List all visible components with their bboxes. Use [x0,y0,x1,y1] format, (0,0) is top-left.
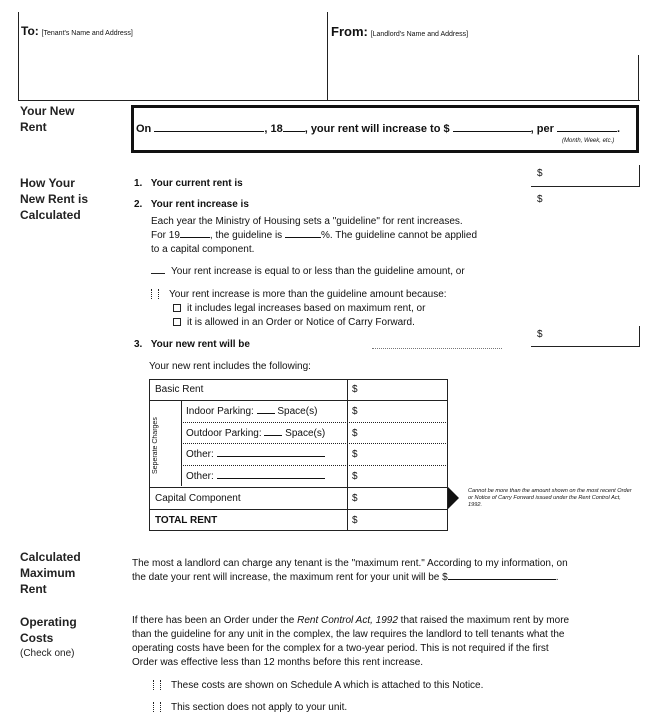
option-more[interactable] [151,288,447,301]
operating-option-b[interactable] [153,701,347,714]
other1-dollar: $ [352,449,358,460]
new-rent-amount-field[interactable] [453,123,531,132]
other1-field[interactable] [217,448,325,457]
operating-text [132,614,637,670]
to-sublabel: [Tenant's Name and Address] [41,30,133,37]
indoor-parking-dollar: $ [352,406,358,417]
op-line1b: that raised the maximum rent by more [397,615,570,626]
capital-note: Cannot be more than the amount shown on the most recent Order or Notice of Carry Forward issued under the Rent Control Act, 1992. [468,488,632,508]
indoor-parking-row [186,405,317,418]
increase-date-field[interactable] [154,123,264,132]
rent-increase-field[interactable] [531,191,640,212]
guideline-percent-field[interactable] [285,229,321,238]
calc-title-line3: Calculated [20,208,81,222]
indoor-parking-spaces-field[interactable] [257,405,275,414]
sub-option-b-label: it is allowed in an Order or Notice of Carry Forward. [187,317,415,328]
indoor-spaces-label: Space(s) [277,406,318,417]
option-equal-label: Your rent increase is equal to or less than the guideline amount, or [171,266,465,277]
item-new-rent [134,338,250,351]
from-block [331,24,468,39]
max-title-line3: Rent [20,582,47,596]
max-text-line1: The most a landlord can charge any tenant is the "maximum rent." According to my information, on [132,558,568,569]
current-rent-field[interactable] [531,165,640,187]
guideline-year-field[interactable] [180,229,210,238]
tenant-address-field[interactable] [21,38,321,96]
row-line [149,487,448,488]
indoor-parking-label: Indoor Parking: [186,406,254,417]
row-line [181,443,448,444]
operating-text-line2: than the guideline for any unit in the complex, the law requires the landlord to tell tenants what the [132,629,565,640]
year-prefix: , 18 [264,123,283,135]
sub-option-a-checkbox[interactable] [173,304,181,312]
from-label: From: [331,24,368,39]
guideline-line3: to a capital component. [151,244,255,255]
from-sublabel: [Landlord's Name and Address] [370,31,469,38]
basic-rent-label: Basic Rent [155,384,204,395]
row-line [181,465,448,466]
operating-title-line1: Operating [20,615,77,629]
new-rent-sentence: On , 18 , your rent will increase to $ , per . [136,123,621,135]
outdoor-parking-row [186,427,325,440]
item2-number: 2. [134,199,143,210]
calc-title [20,175,88,223]
outdoor-parking-spaces-field[interactable] [264,427,282,436]
per-label: , per [530,123,554,135]
to-label: To: [21,24,39,38]
to-block [21,24,133,38]
operating-title [20,614,77,662]
op-line1-italic: Rent Control Act, 1992 [297,615,398,626]
max-rent-text [132,557,637,585]
guideline-end: %. The guideline cannot be applied [320,230,478,241]
row-line [149,509,448,510]
operating-check-one: (Check one) [20,648,75,659]
increase-text: , your rent will increase to $ [304,123,450,135]
calc-title-line2: New Rent is [20,192,89,206]
item-current-rent [134,177,243,190]
new-rent-dollar: $ [537,329,543,340]
period-hint: (Month, Week, etc.) [562,138,615,144]
outdoor-parking-dollar: $ [352,428,358,439]
item1-number: 1. [134,178,143,189]
other2-dollar: $ [352,471,358,482]
guideline-line2 [151,229,477,242]
option-more-checkbox[interactable] [151,289,159,299]
other1-row [186,448,325,461]
total-rent-label: TOTAL RENT [155,515,218,526]
header-divider [327,12,328,101]
row-line [149,400,448,401]
max-title-line1: Calculated [20,550,81,564]
other2-row [186,470,325,483]
new-rent-title-line2: Rent [20,120,47,134]
option-equal-checkbox[interactable] [151,266,165,274]
new-rent-title [20,103,74,135]
separate-charges-label: Seperate Charges [152,417,159,475]
basic-rent-field[interactable] [362,382,446,398]
operating-text-line4: Order was effective less than 12 months before this rent increase. [132,657,424,668]
max-text-line2-row: the date your rent will increase, the maximum rent for your unit will be $ . [132,572,559,583]
landlord-address-field[interactable] [331,38,631,96]
max-text-line2: the date your rent will increase, the maximum rent for your unit will be $ [132,572,448,583]
option-more-label: Your rent increase is more than the guideline amount because: [169,289,447,300]
includes-text: Your new rent includes the following: [149,361,311,372]
sub-option-b[interactable] [173,316,415,329]
operating-text-line1 [132,614,637,628]
other1-label: Other: [186,449,214,460]
outdoor-parking-label: Outdoor Parking: [186,428,262,439]
item2-label: Your rent increase is [150,199,249,210]
row-line [181,422,448,423]
maximum-rent-field[interactable] [448,571,556,580]
guideline-line1: Each year the Ministry of Housing sets a "guideline" for rent increases. [151,216,463,227]
rent-period-field[interactable] [557,123,617,132]
on-label: On [136,123,152,135]
current-rent-dollar: $ [537,168,543,179]
item1-label: Your current rent is [150,178,243,189]
operating-option-a-label: These costs are shown on Schedule A which is attached to this Notice. [171,680,484,691]
guideline-for: For 19 [151,230,180,241]
other2-field[interactable] [217,470,325,479]
sub-option-a[interactable] [173,302,425,315]
max-rent-title [20,549,81,597]
basic-rent-dollar: $ [352,384,358,395]
operating-text-line3: operating costs have been for the complex for a two-year period. This is not required if the first [132,643,549,654]
other2-label: Other: [186,471,214,482]
header-right-edge [638,55,639,101]
capital-component-label: Capital Component [155,493,241,504]
op-line1a: If there has been an Order under the [132,615,298,626]
new-rent-leader [372,348,502,349]
operating-option-a-checkbox[interactable] [153,680,161,690]
new-rent-field[interactable] [531,326,640,347]
new-rent-title-line1: Your New [20,104,75,118]
max-title-line2: Maximum [20,566,76,580]
outdoor-spaces-label: Space(s) [285,428,326,439]
option-equal[interactable] [151,265,465,278]
arrow-pointer-icon [448,487,459,509]
total-rent-dollar: $ [352,515,358,526]
sub-option-b-checkbox[interactable] [173,318,181,326]
item-rent-increase [134,198,249,211]
item3-number: 3. [134,339,143,350]
increase-dollar: $ [537,194,543,205]
year-field[interactable] [283,123,305,132]
operating-title-line2: Costs [20,631,54,645]
operating-option-b-label: This section does not apply to your unit. [171,702,348,713]
sub-option-a-label: it includes legal increases based on maximum rent, or [187,303,426,314]
operating-option-b-checkbox[interactable] [153,702,161,712]
guideline-mid: , the guideline is [209,230,283,241]
calc-title-line1: How Your [20,176,75,190]
item3-label: Your new rent will be [150,339,250,350]
operating-option-a[interactable] [153,679,483,692]
capital-component-dollar: $ [352,493,358,504]
